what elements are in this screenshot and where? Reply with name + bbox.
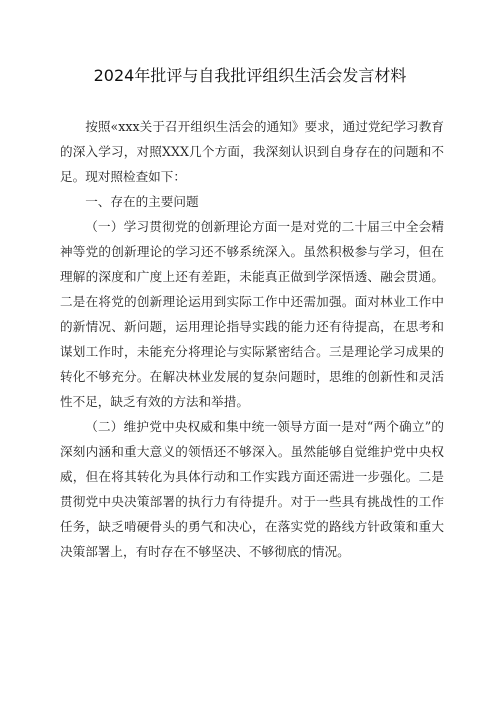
document-title: 2024年批评与自我批评组织生活会发言材料 <box>93 66 407 85</box>
intro-paragraph: 按照«xxx关于召开组织生活会的通知》要求，通过党纪学习教育的深入学习，对照XXX几个方面，我深刻认识到自身存在的问题和不足。现对照检查如下： <box>60 119 444 184</box>
section-heading: 一、存在的主要问题 <box>85 194 199 209</box>
document-body <box>60 114 444 564</box>
section-paragraph-1: （一）学习贯彻党的创新理论方面一是对党的二十届三中全会精神等党的创新理论的学习还不够系统深入。虽然积极参与学习，但在理解的深度和广度上还有差距，未能真正做到学深悟透、融会贯通。二是在将党的创新理论运用到实际工作中还需加强。面对林业工作中的新情况、新问题，运用理论指导实践的能力还有待提高，在思考和谋划工作时，未能充分将理论与实际紧密结合。三是理论学习成果的转化不够充分。在解决林业发展的复杂问题时，思维的创新性和灵活性不足，缺乏有效的方法和举措。 <box>60 219 444 409</box>
section-paragraph-2: （二）维护党中央权威和集中统一领导方面一是对“两个确立”的深刻内涵和重大意义的领悟还不够深入。虽然能够自觉维护党中央权威，但在将其转化为具体行动和工作实践方面还需进一步强化。二是贯彻党中央决策部署的执行力有待提升。对于一些具有挑战性的工作任务，缺乏啃硬骨头的勇气和决心，在落实党的路线方针政策和重大决策部署上，有时存在不够坚决、不够彻底的情况。 <box>60 419 444 559</box>
